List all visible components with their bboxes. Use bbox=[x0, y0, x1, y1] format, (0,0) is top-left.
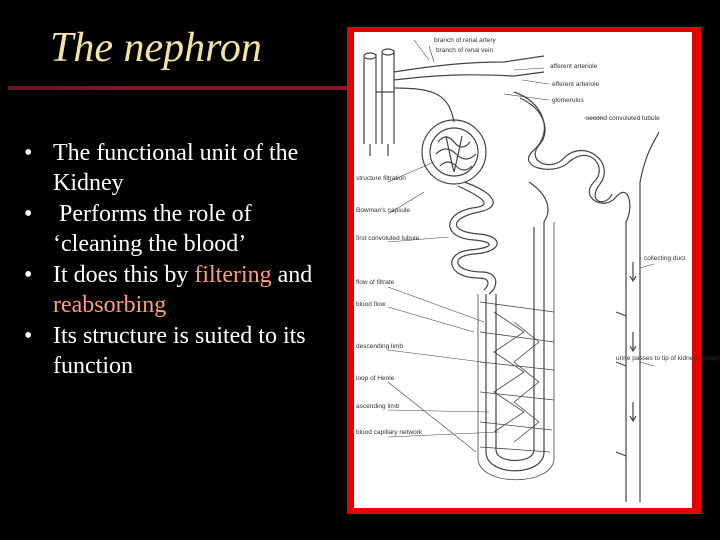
bullet-text: Its structure is suited to its function bbox=[53, 323, 306, 379]
highlight-filtering: filtering bbox=[194, 262, 272, 288]
label-bowmans-capsule: Bowman's capsule bbox=[356, 207, 410, 214]
bullet-text: and bbox=[271, 262, 319, 288]
loop-of-henle bbox=[486, 182, 548, 471]
label-branch-renal-vein: branch of renal vein bbox=[436, 47, 494, 54]
bullet-marker: • bbox=[24, 201, 33, 227]
label-branch-renal-artery: branch of renal artery bbox=[434, 37, 496, 44]
label-collecting-duct: collecting duct bbox=[644, 255, 686, 262]
label-first-convoluted-tubule: first convoluted tubule bbox=[356, 235, 420, 242]
bullet-marker: • bbox=[24, 140, 33, 166]
bullet-list bbox=[24, 138, 344, 382]
renal-vessels bbox=[364, 49, 544, 156]
nephron-diagram bbox=[354, 32, 720, 508]
label-flow-of-filtrate: flow of filtrate bbox=[356, 279, 395, 286]
label-ascending-limb: ascending limb bbox=[356, 403, 400, 410]
bullet-marker: • bbox=[24, 262, 33, 288]
first-convoluted-tubule bbox=[450, 182, 497, 294]
highlight-reabsorbing: reabsorbing bbox=[53, 292, 167, 318]
label-urine-passes: urine passes to tip of kidney (ureter) bbox=[616, 355, 720, 362]
bullet-text: The functional unit of the Kidney bbox=[53, 140, 299, 196]
second-convoluted-tubule bbox=[514, 92, 630, 222]
collecting-duct bbox=[616, 132, 659, 502]
bullet-marker: • bbox=[24, 323, 33, 349]
bullet-item bbox=[24, 138, 344, 198]
capillary-network bbox=[478, 222, 554, 480]
label-blood-flow: blood flow bbox=[356, 301, 386, 308]
label-structure-filtration: structure filtration bbox=[356, 175, 406, 182]
bowmans-capsule bbox=[422, 120, 486, 184]
label-glomerulus: glomerulus bbox=[552, 97, 584, 104]
label-leaders bbox=[388, 40, 654, 452]
label-afferent-arteriole: afferent arteriole bbox=[550, 63, 598, 70]
label-second-convoluted-tubule: second convoluted tubule bbox=[586, 115, 660, 122]
label-blood-capillary-network: blood capillary network bbox=[356, 429, 423, 436]
bullet-item bbox=[24, 260, 344, 320]
bullet-item bbox=[24, 321, 344, 381]
label-efferent-arteriole: efferent arteriole bbox=[552, 81, 600, 88]
label-descending-limb: descending limb bbox=[356, 343, 403, 350]
label-loop-of-henle: loop of Henle bbox=[356, 375, 395, 382]
bullet-item bbox=[24, 199, 344, 259]
bullet-text: Performs the role of ‘cleaning the blood’ bbox=[53, 201, 258, 257]
nephron-drawing bbox=[354, 32, 720, 508]
bullet-text: It does this by bbox=[53, 262, 195, 288]
title-underline bbox=[8, 86, 352, 90]
slide-title: The nephron bbox=[50, 25, 262, 71]
